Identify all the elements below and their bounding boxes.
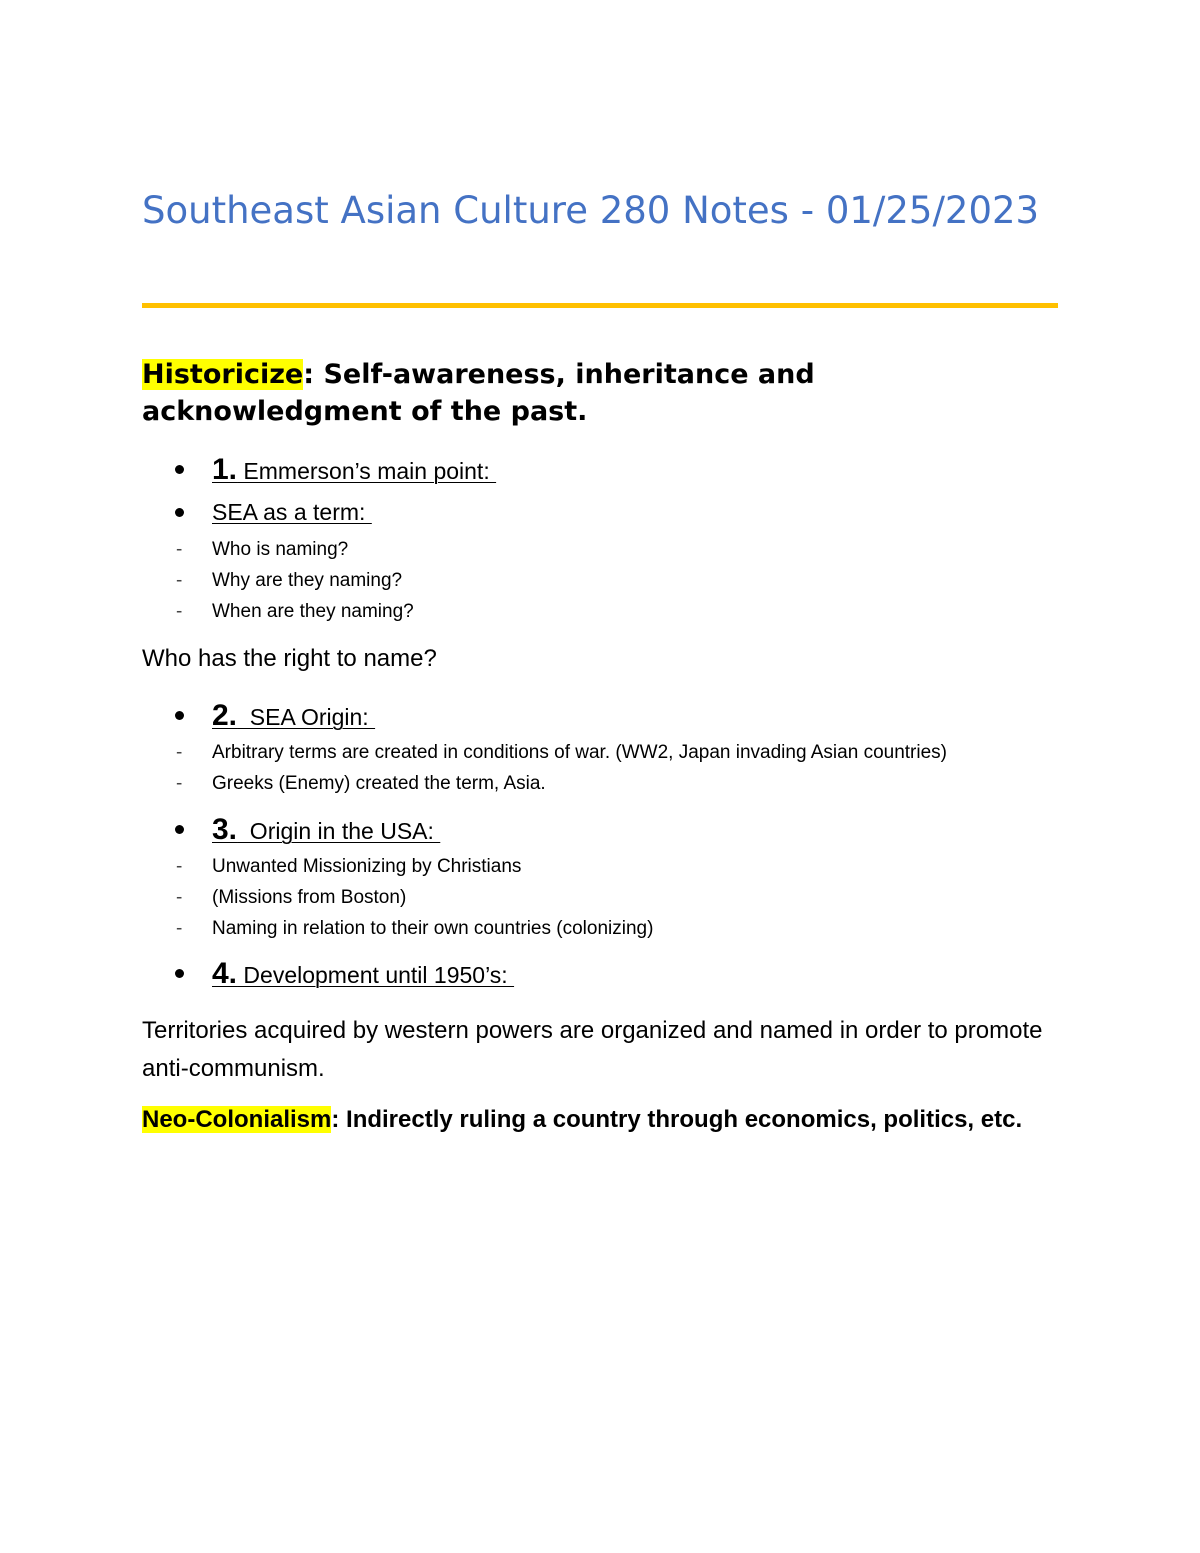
section-2-bullets: [142, 694, 1058, 737]
question-paragraph: Who has the right to name?: [142, 645, 437, 672]
dash-text: Arbitrary terms are created in conditions of war. (WW2, Japan invading Asian countries): [212, 742, 947, 763]
dash-text: Who is naming?: [212, 539, 349, 560]
dash-icon: -: [176, 570, 183, 591]
bullet-dot-icon: [175, 711, 184, 720]
dash-item: [142, 534, 1058, 565]
dash-text: (Missions from Boston): [212, 887, 407, 908]
section-1-bullets: [142, 448, 1058, 534]
dash-text: Why are they naming?: [212, 570, 403, 591]
bullet-development: [142, 952, 1058, 995]
neocolonialism-text: : Indirectly ruling a country through economics, politics, etc.: [331, 1106, 1023, 1133]
bullet-emmerson: [142, 448, 1058, 491]
dash-text: Naming in relation to their own countries (colonizing): [212, 918, 654, 939]
historicize-definition: [142, 356, 1058, 430]
dash-icon: -: [176, 773, 183, 794]
bullet-origin-usa: [142, 808, 1058, 851]
bullet-dot-icon: [175, 465, 184, 474]
section-2: [142, 694, 1058, 799]
bullet-number: 4.: [212, 957, 238, 990]
dash-item: [142, 851, 1058, 882]
bullet-label: Emmerson’s main point:: [237, 458, 497, 484]
dash-icon: -: [176, 539, 183, 560]
dash-item: [142, 882, 1058, 913]
neocolonialism-term: Neo-Colonialism: [142, 1106, 332, 1133]
dash-icon: -: [176, 601, 183, 622]
bullet-label: Development until 1950’s:: [237, 962, 515, 988]
section-3: [142, 808, 1058, 944]
dash-text: Greeks (Enemy) created the term, Asia.: [212, 773, 546, 794]
dash-icon: -: [176, 742, 183, 763]
bullet-number: 1.: [212, 453, 238, 486]
historicize-term: Historicize: [142, 359, 304, 390]
dash-icon: -: [176, 856, 183, 877]
section-3-bullets: [142, 808, 1058, 851]
dash-icon: -: [176, 887, 183, 908]
bullet-number: 2.: [212, 699, 238, 732]
bullet-label: SEA as a term:: [212, 499, 372, 525]
dash-item: [142, 913, 1058, 944]
dash-item: [142, 768, 1058, 799]
title-divider: [142, 303, 1058, 308]
bullet-dot-icon: [175, 969, 184, 978]
bullet-number: 3.: [212, 813, 238, 846]
bullet-sea-origin: [142, 694, 1058, 737]
neocolonialism-definition: [142, 1101, 1058, 1139]
dash-icon: -: [176, 918, 183, 939]
dash-text: Unwanted Missionizing by Christians: [212, 856, 522, 877]
dash-text: When are they naming?: [212, 601, 414, 622]
historicize-text: : Self-awareness, inheritance and acknowledgment of the past.: [142, 359, 815, 427]
territories-paragraph: Territories acquired by western powers are organized and named in order to promote anti-communism.: [142, 1017, 1043, 1082]
dash-item: [142, 596, 1058, 627]
dash-item: [142, 565, 1058, 596]
section-4: [142, 952, 1058, 995]
document-title: Southeast Asian Culture 280 Notes - 01/25/2023: [142, 189, 1040, 232]
bullet-dot-icon: [175, 825, 184, 834]
dash-item: [142, 737, 1058, 768]
bullet-label: Origin in the USA:: [237, 818, 441, 844]
bullet-sea-term: [142, 491, 1058, 534]
section-1: [142, 448, 1058, 627]
section-4-bullets: [142, 952, 1058, 995]
bullet-dot-icon: [175, 508, 184, 517]
bullet-label: SEA Origin:: [237, 704, 376, 730]
